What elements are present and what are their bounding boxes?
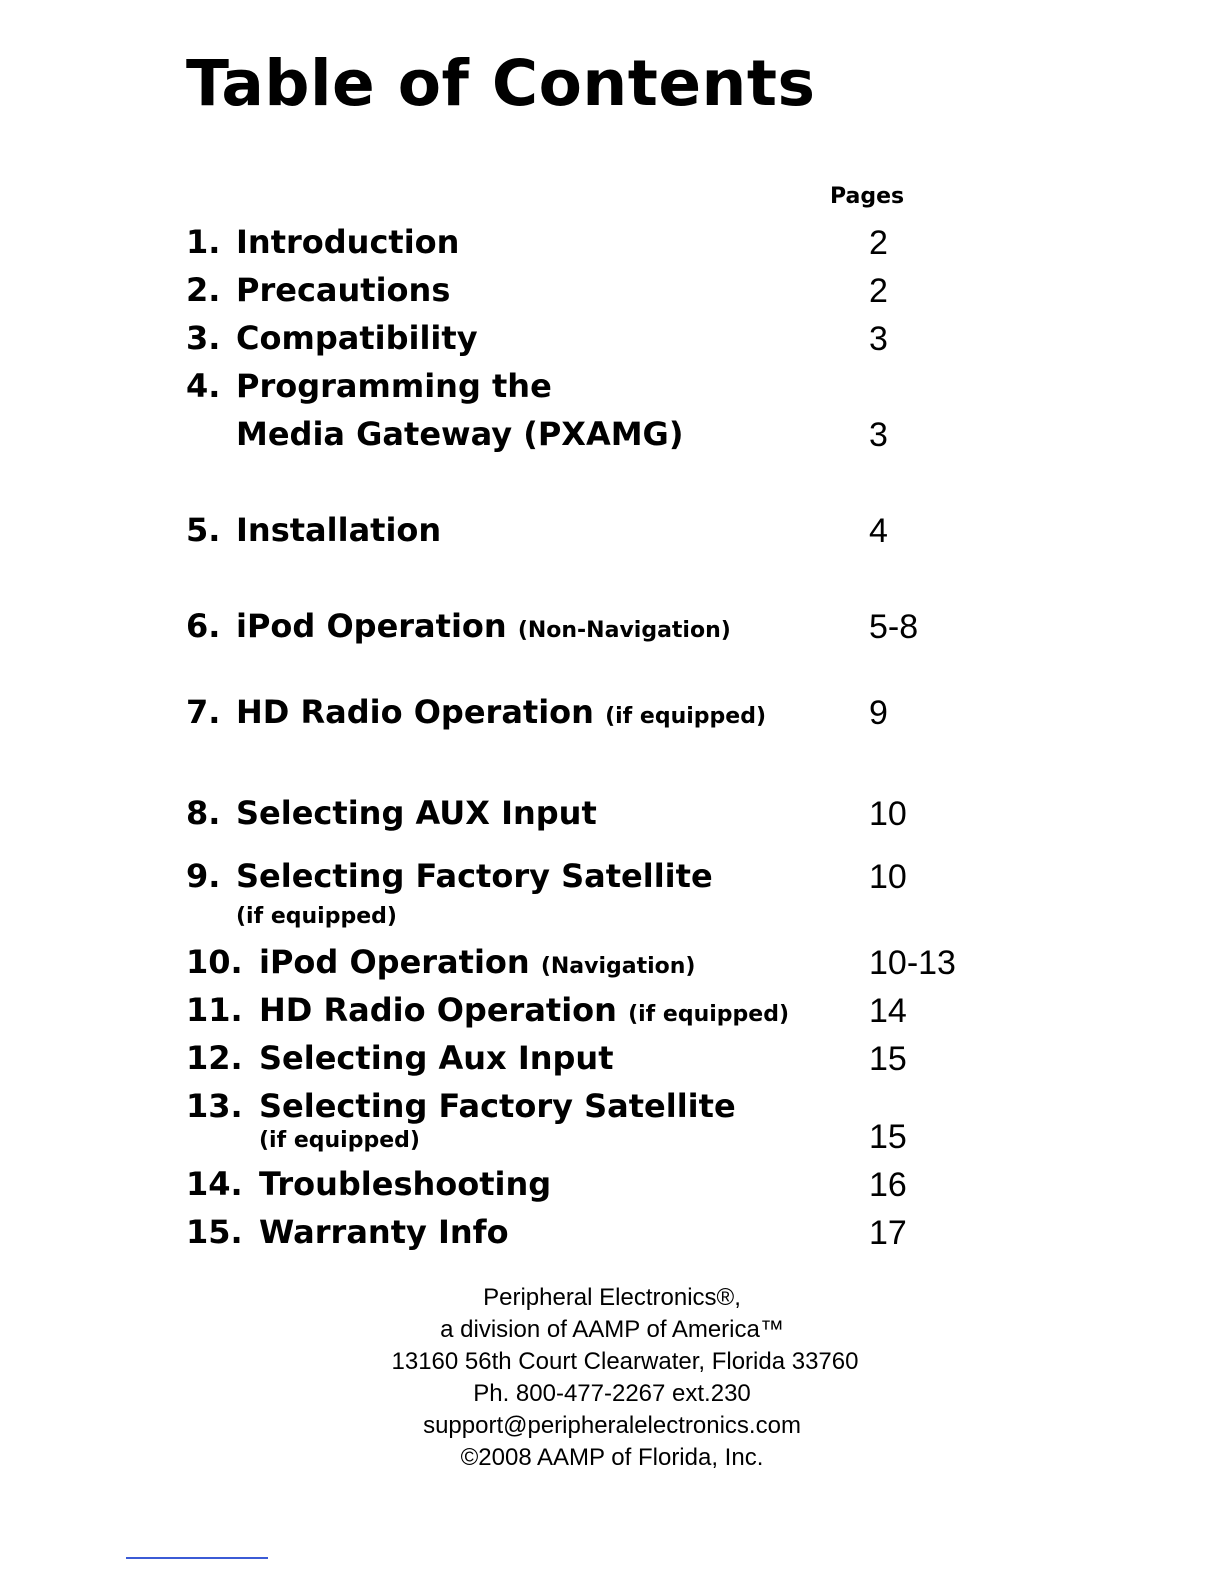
entry-number: 12. <box>186 1039 243 1077</box>
page-title: Table of Contents <box>186 47 816 120</box>
entry-page: 9 <box>869 694 888 732</box>
company-address: 13160 56th Court Clearwater, Florida 33760 <box>391 1348 859 1375</box>
entry-number: 14. <box>186 1165 243 1203</box>
entry-label: Warranty Info <box>259 1213 509 1251</box>
entry-label-group <box>236 693 766 731</box>
entry-label: iPod Operation <box>236 607 507 645</box>
entry-page: 3 <box>869 320 888 358</box>
entry-qualifier: (if equipped) <box>236 904 397 929</box>
company-division: a division of AAMP of America™ <box>440 1316 784 1343</box>
entry-page: 4 <box>869 512 888 550</box>
entry-number: 4. <box>186 367 221 405</box>
company-name: Peripheral Electronics®, <box>483 1284 741 1311</box>
entry-label: Precautions <box>236 271 451 309</box>
entry-label-continued: Media Gateway (PXAMG) <box>236 415 684 453</box>
entry-page: 15 <box>869 1040 907 1078</box>
entry-label: Compatibility <box>236 319 478 357</box>
entry-page: 10-13 <box>869 944 956 982</box>
entry-label: HD Radio Operation <box>236 693 594 731</box>
company-footer <box>0 1282 1224 1474</box>
entry-page: 5-8 <box>869 608 919 646</box>
entry-number: 15. <box>186 1213 243 1251</box>
entry-number: 1. <box>186 223 221 261</box>
entry-label: Introduction <box>236 223 460 261</box>
entry-label: Selecting AUX Input <box>236 794 597 832</box>
bottom-rule <box>126 1557 268 1559</box>
entry-page: 14 <box>869 992 907 1030</box>
pages-column-header: Pages <box>830 184 905 209</box>
entry-page: 10 <box>869 795 907 833</box>
entry-label: Selecting Factory Satellite <box>259 1087 736 1125</box>
entry-qualifier: (if equipped) <box>628 1002 789 1027</box>
entry-page: 2 <box>869 272 888 310</box>
entry-label: HD Radio Operation <box>259 991 617 1029</box>
entry-number: 6. <box>186 607 221 645</box>
entry-number: 13. <box>186 1087 243 1125</box>
entry-number: 11. <box>186 991 243 1029</box>
entry-number: 8. <box>186 794 221 832</box>
entry-label: Installation <box>236 511 442 549</box>
entry-label-group <box>259 991 789 1029</box>
entry-number: 5. <box>186 511 221 549</box>
entry-page: 16 <box>869 1166 907 1204</box>
entry-qualifier: (Navigation) <box>540 954 696 979</box>
entry-page: 10 <box>869 858 907 896</box>
entry-page: 15 <box>869 1118 907 1156</box>
entry-label: iPod Operation <box>259 943 530 981</box>
entry-label-group <box>259 943 696 981</box>
entry-qualifier: (if equipped) <box>259 1128 420 1153</box>
entry-label-group <box>236 607 731 645</box>
entry-page: 3 <box>869 416 888 454</box>
entry-number: 3. <box>186 319 221 357</box>
entry-page: 2 <box>869 224 888 262</box>
entry-number: 10. <box>186 943 243 981</box>
entry-number: 7. <box>186 693 221 731</box>
entry-label: Selecting Aux Input <box>259 1039 614 1077</box>
entry-number: 9. <box>186 857 221 895</box>
copyright: ©2008 AAMP of Florida, Inc. <box>460 1444 764 1471</box>
entry-qualifier: (if equipped) <box>605 704 766 729</box>
entry-qualifier: (Non-Navigation) <box>517 618 731 643</box>
entry-page: 17 <box>869 1214 907 1252</box>
company-email: support@peripheralelectronics.com <box>423 1412 801 1439</box>
entry-number: 2. <box>186 271 221 309</box>
entry-label: Troubleshooting <box>259 1165 552 1203</box>
entry-label: Selecting Factory Satellite <box>236 857 713 895</box>
company-phone: Ph. 800-477-2267 ext.230 <box>473 1380 751 1407</box>
entry-label: Programming the <box>236 367 552 405</box>
